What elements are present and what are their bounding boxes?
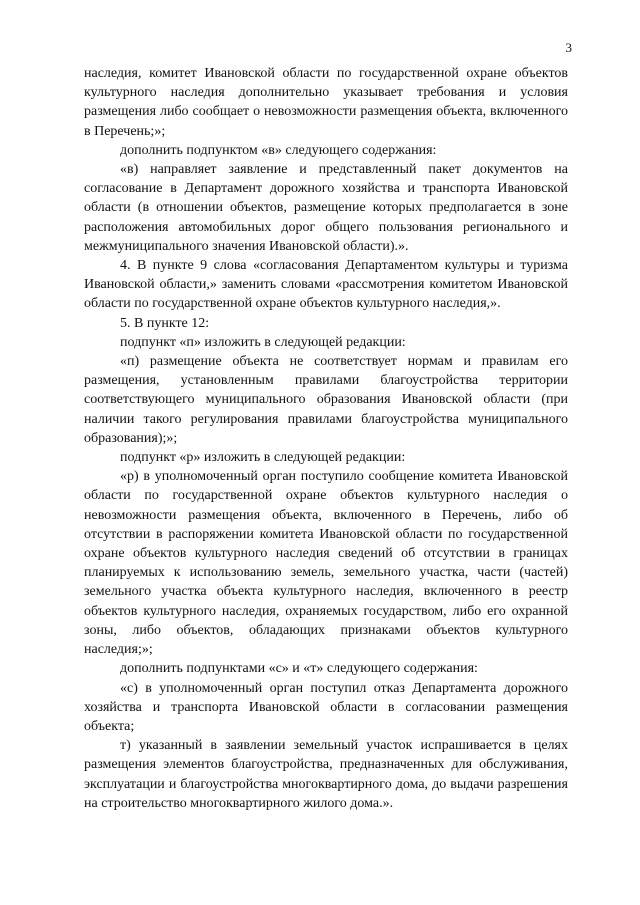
paragraph-add-subpoint-v: дополнить подпунктом «в» следующего содержания: — [120, 142, 437, 158]
paragraph-add-subpoints-s-t: дополнить подпунктами «с» и «т» следующего содержания: — [120, 661, 478, 677]
paragraph-subpoint-s: «с) в уполномоченный орган поступил отказ Департамента дорожного хозяйства и транспорта Ивановской области в согласовании размещения объекта; — [84, 680, 568, 734]
paragraph-subpoint-r: «р) в уполномоченный орган поступило сообщение комитета Ивановской области по государственной охране объектов культурного наследия о невозможности размещения объекта, включенного в Перечень, либо об отсутствии в распоряжении комитета Ивановской области по государственной охране объектов культурного наследия сведений об отсутствии в границах планируемых к использованию земель, земельного участка, части (частей) земельного участка объекта культурного наследия, включенного в реестр объектов культурного наследия, охраняемых государством, либо его охранной зоны, либо объектов, обладающих признаками объектов культурного наследия;»; — [84, 469, 568, 658]
page-number: 3 — [565, 40, 572, 55]
paragraph-subpoint-t: т) указанный в заявлении земельный участок испрашивается в целях размещения элементов благоустройства, предназначенных для обслуживания, эксплуатации и благоустройства многоквартирного дома, до выдачи разрешения на строительство многоквартирного жилого дома.». — [84, 738, 568, 811]
paragraph-subpoint-r-intro: подпункт «р» изложить в следующей редакции: — [120, 450, 406, 466]
paragraph-subpoint-v: «в) направляет заявление и представленный пакет документов на согласование в Департамент дорожного хозяйства и транспорта Ивановской области (в отношении объектов, размещение которых предполагается в зоне расположения автомобильных дорог общего пользования регионального и межмуниципального значения Ивановской области).». — [84, 162, 568, 254]
paragraph-point-4: 4. В пункте 9 слова «согласования Департаментом культуры и туризма Ивановской области,» заменить словами «рассмотрения комитетом Ивановской области по государственной охране объектов культурного наследия,». — [84, 258, 568, 312]
paragraph-subpoint-p: «п) размещение объекта не соответствует нормам и правилам его размещения, установленным правилами благоустройства территории соответствующего муниципального образования Ивановской области (при наличии такого регулирования правилами благоустройства муниципального образования);»; — [84, 354, 568, 446]
paragraph-subpoint-p-intro: подпункт «п» изложить в следующей редакции: — [120, 334, 406, 350]
paragraph-continuation: наследия, комитет Ивановской области по государственной охране объектов культурного наследия дополнительно указывает требования и условия размещения либо сообщает о невозможности размещения объекта, включенного в Перечень;»; — [84, 66, 568, 139]
document-body — [84, 64, 568, 813]
paragraph-point-5: 5. В пункте 12: — [120, 315, 210, 331]
